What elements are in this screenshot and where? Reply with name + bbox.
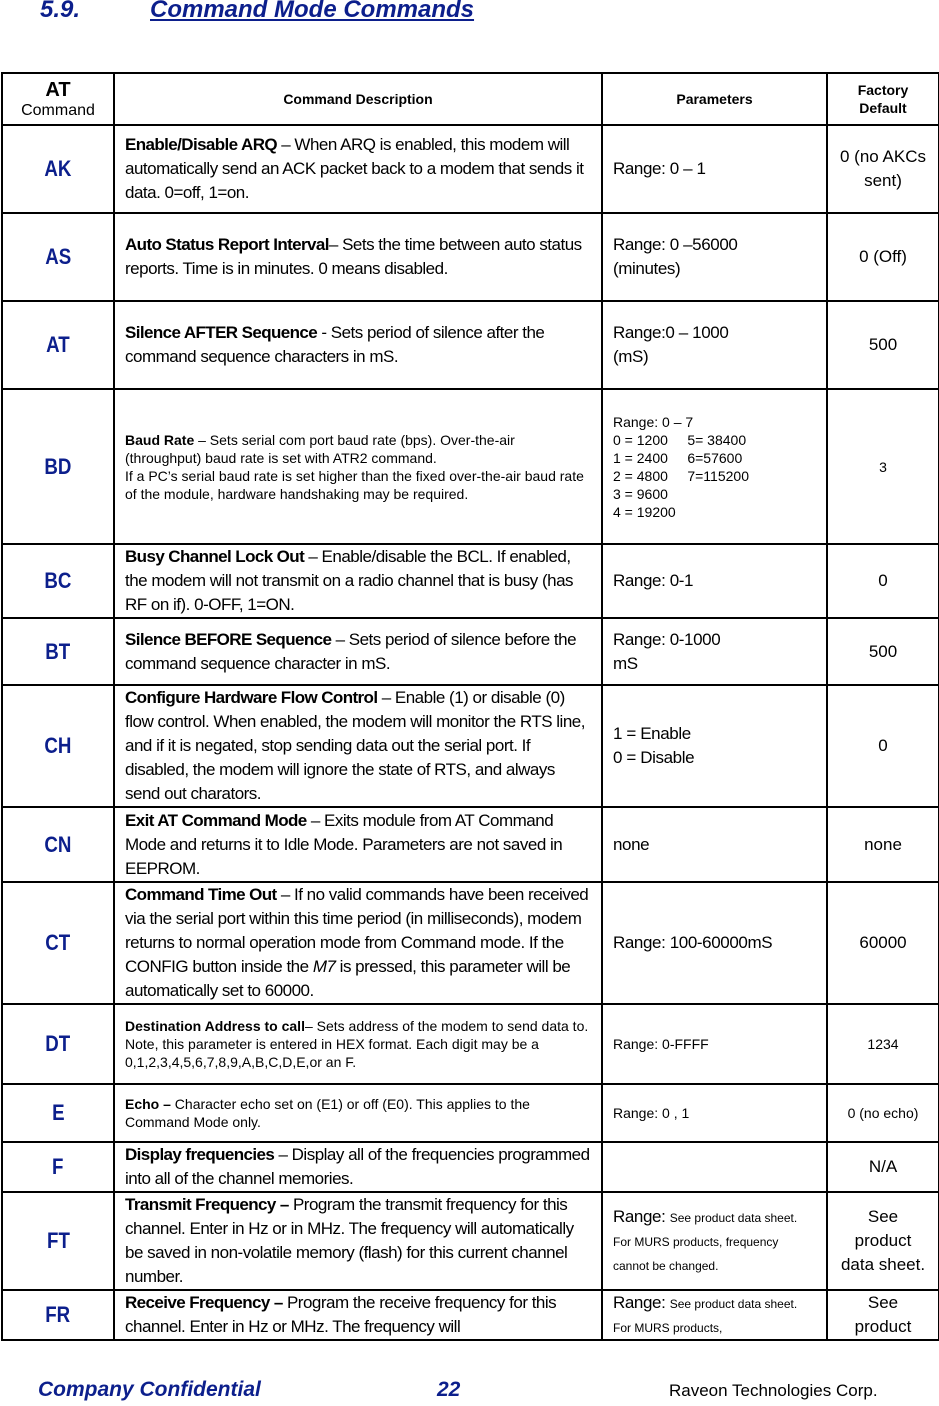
command-parameters: Range: 0 – 7 0 = 1200 5= 38400 1 = 2400 6=57600 2 = 4800 7=115200 3 = 9600 4 = 19200 (602, 389, 827, 544)
table-row (2, 807, 939, 882)
command-parameters: none (602, 807, 827, 882)
table-row (2, 882, 939, 1004)
table-row (2, 1192, 939, 1290)
command-description: Baud Rate – Sets serial com port baud rate (bps). Over-the-air (throughput) baud rate is set with ATR2 command. If a PC’s serial baud rate is set higher than the fixed over-the-air baud rate of the module, hardware handshaking may be required. (114, 389, 602, 544)
command-default: 0 (no echo) (827, 1084, 939, 1142)
command-description: Destination Address to call– Sets address of the modem to send data to. Note, this parameter is entered in HEX format. Each digit may be a 0,1,2,3,4,5,6,7,8,9,A,B,C,D,E,or an F. (114, 1004, 602, 1084)
command-parameters: Range: 0 – 1 (602, 125, 827, 213)
command-default: N/A (827, 1142, 939, 1192)
command-code: BT (2, 618, 114, 685)
command-code: F (2, 1142, 114, 1192)
command-code: AT (2, 301, 114, 389)
command-parameters: 1 = Enable 0 = Disable (602, 685, 827, 807)
command-default: 500 (827, 301, 939, 389)
header-parameters: Parameters (602, 73, 827, 125)
table-row (2, 1142, 939, 1192)
command-description: Busy Channel Lock Out – Enable/disable the BCL. If enabled, the modem will not transmit on a radio channel that is busy (has RF on if). 0-OFF, 1=ON. (114, 544, 602, 618)
command-parameters: Range: 0-1 (602, 544, 827, 618)
footer-company: Raveon Technologies Corp. (669, 1381, 878, 1400)
command-description: Configure Hardware Flow Control – Enable (1) or disable (0) flow control. When enabled, the modem will monitor the RTS line, and if it is negated, stop sending data out the serial port. If disabled, the modem will ignore the state of RTS, and always send out charators. (114, 685, 602, 807)
command-code: AS (2, 213, 114, 301)
header-at-command (2, 73, 114, 125)
table-row (2, 685, 939, 807)
command-code: E (2, 1084, 114, 1142)
command-code: CT (2, 882, 114, 1004)
table-row (2, 1084, 939, 1142)
command-default: 0 (no AKCs sent) (827, 125, 939, 213)
command-description: Display frequencies – Display all of the frequencies programmed into all of the channel memories. (114, 1142, 602, 1192)
command-parameters: Range: See product data sheet. For MURS products, frequency cannot be changed. (602, 1192, 827, 1290)
table-row (2, 125, 939, 213)
page-footer (0, 1378, 939, 1406)
command-code: FR (2, 1290, 114, 1340)
command-default: 0 (827, 685, 939, 807)
command-parameters: Range: 0-FFFF (602, 1004, 827, 1084)
command-default: 0 (Off) (827, 213, 939, 301)
command-description: Enable/Disable ARQ – When ARQ is enabled, this modem will automatically send an ACK packet back to a modem that sends it data. 0=off, 1=on. (114, 125, 602, 213)
command-default: 500 (827, 618, 939, 685)
command-parameters: Range: 100-60000mS (602, 882, 827, 1004)
command-default: See product (827, 1290, 939, 1340)
table-header-row (2, 73, 939, 125)
command-description: Silence BEFORE Sequence – Sets period of silence before the command sequence character in mS. (114, 618, 602, 685)
command-parameters: Range: See product data sheet. For MURS products, (602, 1290, 827, 1340)
table-row (2, 544, 939, 618)
command-parameters: Range:0 – 1000 (mS) (602, 301, 827, 389)
command-default: See product data sheet. (827, 1192, 939, 1290)
header-factory: Factory (857, 82, 909, 98)
command-parameters: Range: 0-1000 mS (602, 618, 827, 685)
section-number: 5.9. (40, 0, 81, 23)
footer-page-number: 22 (437, 1378, 461, 1401)
command-description: Silence AFTER Sequence - Sets period of silence after the command sequence characters in mS. (114, 301, 602, 389)
table-row (2, 1290, 939, 1340)
table-row (2, 213, 939, 301)
table-row (2, 389, 939, 544)
command-code: CH (2, 685, 114, 807)
command-description: Command Time Out – If no valid commands have been received via the serial port within this time period (in milliseconds), modem returns to normal operation mode from Command mode. If the CONFIG button inside the M7 is pressed, this parameter will be automatically set to 60000. (114, 882, 602, 1004)
header-default: Default (859, 100, 907, 116)
command-default: 60000 (827, 882, 939, 1004)
header-command: Command (21, 101, 95, 119)
command-description: Echo – Character echo set on (E1) or off (E0). This applies to the Command Mode only. (114, 1084, 602, 1142)
command-code: DT (2, 1004, 114, 1084)
command-code: CN (2, 807, 114, 882)
command-default: 0 (827, 544, 939, 618)
command-parameters: Range: 0 , 1 (602, 1084, 827, 1142)
command-table (1, 72, 939, 1341)
command-default: none (827, 807, 939, 882)
header-description: Command Description (114, 73, 602, 125)
command-description: Auto Status Report Interval– Sets the time between auto status reports. Time is in minutes. 0 means disabled. (114, 213, 602, 301)
header-factory-default (827, 73, 939, 125)
command-default: 1234 (827, 1004, 939, 1084)
table-row (2, 618, 939, 685)
command-description: Receive Frequency – Program the receive frequency for this channel. Enter in Hz or MHz. The frequency will (114, 1290, 602, 1340)
table-row (2, 1004, 939, 1084)
footer-confidential: Company Confidential (38, 1378, 261, 1401)
command-parameters: Range: 0 –56000 (minutes) (602, 213, 827, 301)
section-title: Command Mode Commands (150, 0, 475, 23)
command-code: FT (2, 1192, 114, 1290)
command-code: BD (2, 389, 114, 544)
command-code: AK (2, 125, 114, 213)
command-parameters (602, 1142, 827, 1192)
command-description: Exit AT Command Mode – Exits module from AT Command Mode and returns it to Idle Mode. Parameters are not saved in EEPROM. (114, 807, 602, 882)
header-at: AT (45, 78, 71, 101)
table-row (2, 301, 939, 389)
command-default: 3 (827, 389, 939, 544)
command-description: Transmit Frequency – Program the transmit frequency for this channel. Enter in Hz or in MHz. The frequency will automatically be saved in non-volatile memory (flash) for this current channel number. (114, 1192, 602, 1290)
command-code: BC (2, 544, 114, 618)
